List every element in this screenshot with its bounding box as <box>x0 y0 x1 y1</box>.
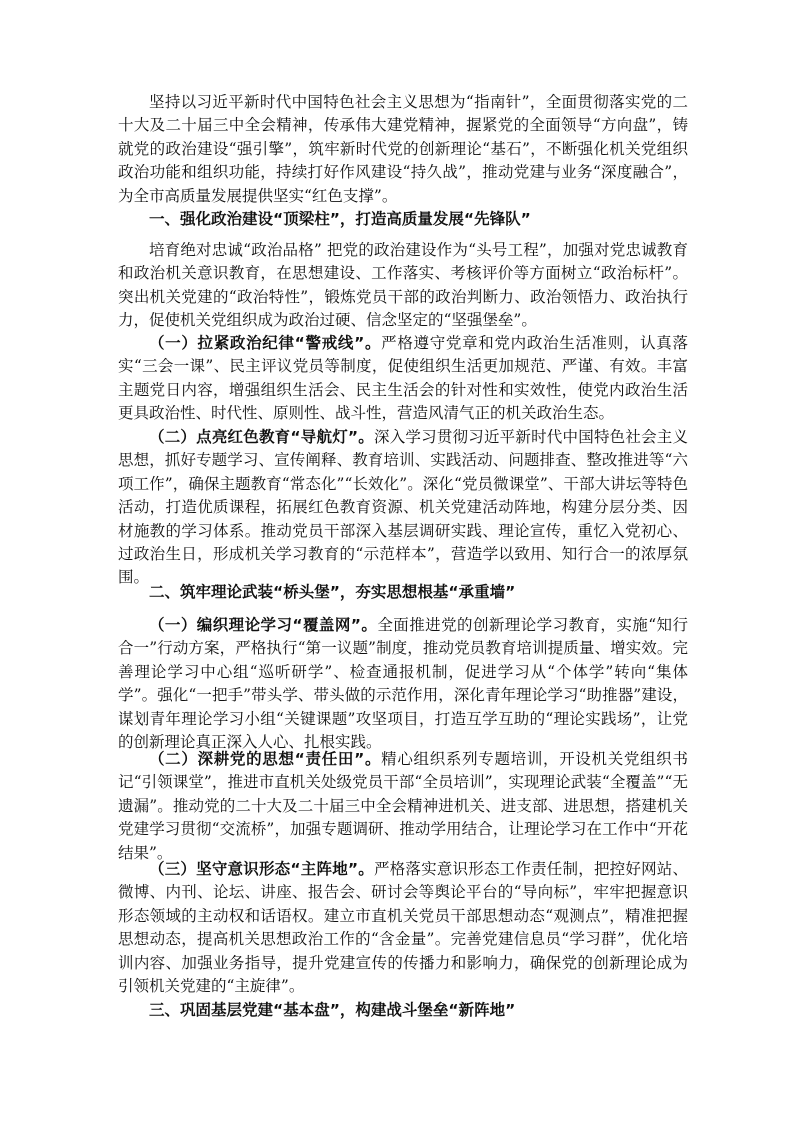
section1-item2-paragraph <box>118 426 688 590</box>
section1-body-text: 培育绝对忠诚“政治品格” 把党的政治建设作为“头号工程”，加强对党忠诚教育和政治机关意识教育，在思想建设、工作落实、考核评价等方面树立“政治标杆”。突出机关党建的“政治特性”，锻炼党员干部的政治判断力、政治领悟力、政治执行力，促使机关党组织成为政治过硬、信念坚定的“坚强堡垒”。 <box>118 241 688 330</box>
section1-heading-block <box>118 207 688 231</box>
section1-item1-paragraph <box>118 332 688 426</box>
section1-item2-lead: （二）点亮红色教育“导航灯”。 <box>149 428 375 446</box>
section2-item1-text: 全面推进党的创新理论学习教育，实施“知行合一”行动方案，严格执行“第一议题”制度，推动党员教育培训提质量、增实效。完善理论学习中心组“巡听研学”、检查通报机制，促进学习从“个体学”转向“集体学”。强化“一把手”带头学、带头做的示范作用，深化青年理论学习“助推器”建设，谋划青年理论学习小组“关键课题”攻坚项目，打造互学互助的“理论实践场”，让党的创新理论真正深入人心、扎根实践。 <box>118 616 688 752</box>
section2-heading-block <box>118 580 688 604</box>
intro-text: 坚持以习近平新时代中国特色社会主义思想为“指南针”，全面贯彻落实党的二十大及二十届三中全会精神，传承伟大建党精神，握紧党的全面领导“方向盘”，铸就党的政治建设“强引擎”，筑牢新时代党的创新理论“基石”，不断强化机关党组织政治功能和组织功能，持续打好作风建设“持久战”，推动党建与业务“深度融合”，为全市高质量发展提供坚实“红色支撑”。 <box>118 93 688 205</box>
section3-heading: 三、巩固基层党建“基本盘”，构建战斗堡垒“新阵地” <box>149 1001 516 1019</box>
intro-paragraph <box>118 91 688 208</box>
section1-item2-text: 深入学习贯彻习近平新时代中国特色社会主义思想，抓好专题学习、宣传阐释、教育培训、实践活动、问题排查、整改推进等“六项工作”，确保主题教育“常态化”“长效化”。深化“党员微课堂”、干部大讲坛等特色活动，打造优质课程，拓展红色教育资源、机关党建活动阵地，构建分层分类、因材施教的学习体系。推动党员干部深入基层调研实践、理论宣传，重忆入党初心、过政治生日，形成机关学习教育的“示范样本”，营造学以致用、知行合一的浓厚氛围。 <box>118 428 688 587</box>
section2-item2-lead: （二）深耕党的思想“责任田”。 <box>149 750 382 768</box>
section1-heading: 一、强化政治建设“顶梁柱”，打造高质量发展“先锋队” <box>149 210 531 228</box>
section2-item3-lead: （三）坚守意识形态“主阵地”。 <box>149 860 375 878</box>
section2-item1-lead: （一）编织理论学习“覆盖网”。 <box>149 616 378 634</box>
section2-item2-paragraph <box>118 748 688 865</box>
section2-heading: 二、筑牢理论武装“桥头堡”，夯实思想根基“承重墙” <box>149 583 516 601</box>
section1-body-paragraph <box>118 239 688 333</box>
section1-item1-text: 严格遵守党章和党内政治生活准则，认真落实“三会一课”、民主评议党员等制度，促使组织生活更加规范、严谨、有效。丰富主题党日内容，增强组织生活会、民主生活会的针对性和实效性，使党内政治生活更具政治性、时代性、原则性、战斗性，营造风清气正的机关政治生态。 <box>118 334 688 423</box>
section2-item3-text: 严格落实意识形态工作责任制，把控好网站、微博、内刊、论坛、讲座、报告会、研讨会等舆论平台的“导向标”，牢牢把握意识形态领域的主动权和话语权。建立市直机关党员干部思想动态“观测点”，精准把握思想动态，提高机关思想政治工作的“含金量”。完善党建信息员“学习群”，优化培训内容、加强业务指导，提升党建宣传的传播力和影响力，确保党的创新理论成为引领机关党建的“主旋律”。 <box>118 860 688 996</box>
section2-item1-paragraph <box>118 614 688 754</box>
section1-item1-lead: （一）拉紧政治纪律“警戒线”。 <box>149 334 382 352</box>
section2-item3-paragraph <box>118 858 688 998</box>
section3-heading-block <box>118 998 688 1022</box>
section2-item2-text: 精心组织系列专题培训，开设机关党组织书记“引领课堂”，推进市直机关处级党员干部“全员培训”，实现理论武装“全覆盖”“无遗漏”。推动党的二十大及二十届三中全会精神进机关、进支部、进思想，搭建机关党建学习贯彻“交流桥”，加强专题调研、推动学用结合，让理论学习在工作中“开花结果”。 <box>118 750 688 862</box>
